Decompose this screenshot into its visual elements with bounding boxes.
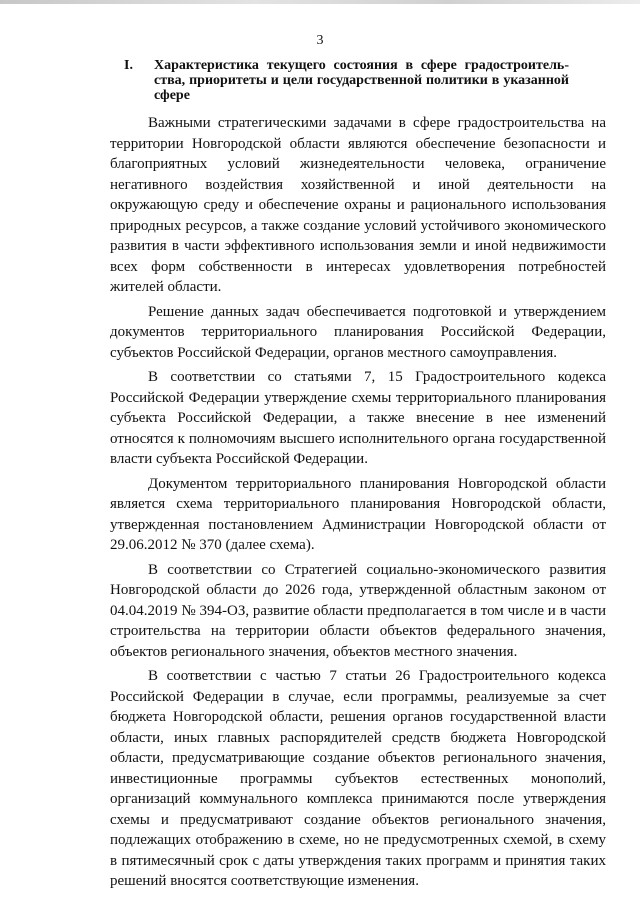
paragraph-1: Важными стратегическими задачами в сфере градостроительства на территории Новгородской области являются обеспечение безопасности и благоприятных условий жизнедеятельности человека, ограничение негативного воздействия хозяйственной и иной деятельности на окружающую среду и обеспечение охраны и рационального использования природных ресурсов, а также создание условий устойчивого экономического развития в части эффективного использования земли и иной недвижимости всех форм собственности в интересах удовлетворения потребностей жителей области. — [110, 115, 606, 295]
scan-edge — [0, 0, 640, 4]
paragraph-4: Документом территориального планирования Новгородской области является схема территориального планирования Новгородской области, утвержденная постановлением Администрации Новгородской области от 29.06.2012 № 370 (далее схема). — [110, 475, 606, 553]
paragraph-3: В соответствии со статьями 7, 15 Градостроительного кодекса Российской Федерации утверждение схемы территориального планирования субъекта Российской Федерации, а также внесение в нее изменений относятся к полномочиям высшего исполнительного органа государственной власти субъекта Российской Федерации. — [110, 369, 606, 467]
section-number: I. — [124, 58, 133, 73]
document-body — [110, 113, 606, 896]
paragraph-2: Решение данных задач обеспечивается подготовкой и утверждением документов территориального планирования Российской Федерации, субъектов Российской Федерации, органов местного самоуправления. — [110, 303, 606, 361]
section-title: Характеристика текущего состояния в сфере градостроительства, приоритеты и цели государственной политики в указанной сфере — [154, 58, 569, 103]
paragraph-5: В соответствии со Стратегией социально-экономического развития Новгородской области до 2026 года, утвержденной областным законом от 04.04.2019 № 394-ОЗ, развитие области предполагается в том числе и в части строительства на территории области объектов федерального значения, объектов регионального значения, объектов местного значения. — [110, 561, 606, 660]
page-number: 3 — [316, 33, 324, 48]
paragraph-6: В соответствии с частью 7 статьи 26 Градостроительного кодекса Российской Федерации в случае, если программы, реализуемые за счет бюджета Новгородской области, решения органов государственной власти области, иных главных распорядителей средств бюджета Новгородской области, предусматривающие создание объектов регионального значения, инвестиционные программы субъектов естественных монополий, организаций коммунального комплекса принимаются после утверждения схемы и предусматривают создание объектов регионального значения, подлежащих отображению в схеме, но не предусмотренных схемой, в схему в пятимесячный срок с даты утверждения таких программ и принятия таких решений вносятся соответствующие изменения. — [110, 668, 606, 889]
section-heading — [124, 58, 569, 103]
